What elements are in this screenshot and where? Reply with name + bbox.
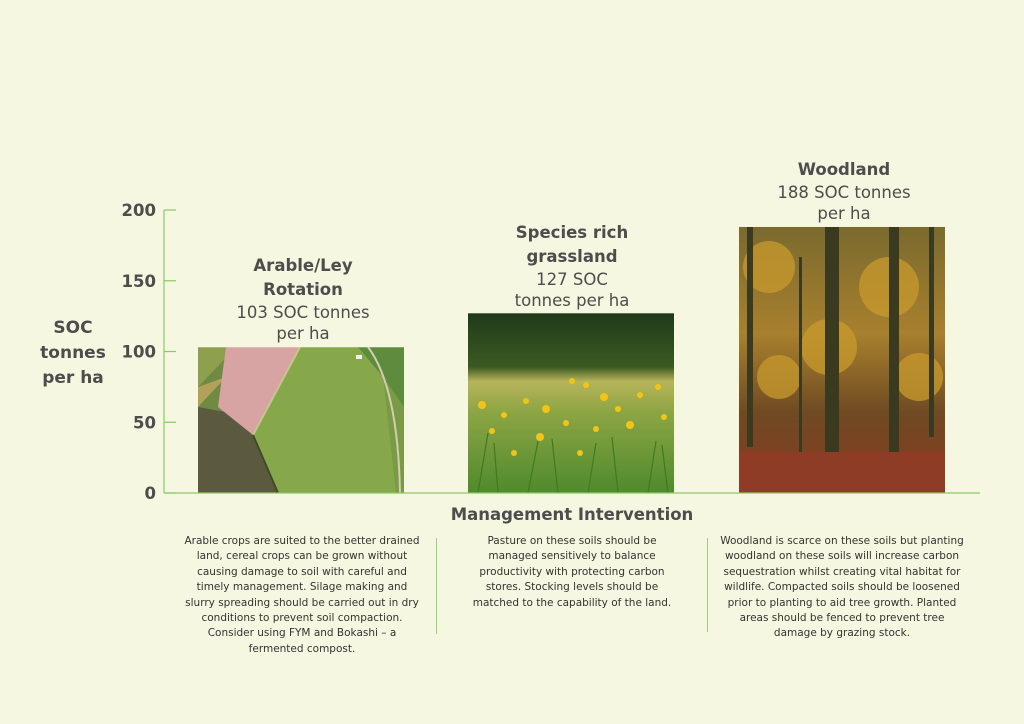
bar-title: Woodland [797, 160, 891, 179]
bar-title: Species rich grassland [515, 223, 629, 266]
bar [198, 347, 404, 493]
description-woodland: Woodland is scarce on these soils but planting woodland on these soils will increase carbon sequestration whilst creating vital habitat for wildlife. Compacted soils should be loosened prior to planting to aid tree growth. Planted areas should be fenced to prevent tree damage by grazing stock. [720, 535, 964, 640]
y-tick-label: 0 [144, 484, 156, 503]
bar-value-label: 188 SOC tonnes per ha [777, 183, 911, 223]
bar-title: Arable/Ley Rotation [253, 256, 353, 299]
description-divider [436, 538, 437, 634]
y-tick-label: 50 [133, 413, 156, 433]
bar-label-grassland [472, 221, 672, 311]
description-grassland: Pasture on these soils should be managed sensitively to balance productivity with protecting carbon stores. Stocking levels should be matched to the capability of the land. [472, 535, 672, 609]
bar-value-label: 127 SOC tonnes per ha [514, 270, 630, 310]
y-tick-label: 150 [121, 271, 156, 291]
y-tick-label: 100 [121, 342, 156, 362]
bar [739, 227, 945, 493]
description-divider [707, 538, 708, 632]
bar-label-arable [203, 254, 403, 344]
bar [468, 313, 674, 493]
bar-value-label: 103 SOC tonnes per ha [236, 303, 370, 343]
y-tick-label: 200 [121, 201, 156, 220]
x-axis-label: Management Intervention [450, 505, 694, 524]
description-arable: Arable crops are suited to the better drained land, cereal crops can be grown without causing damage to soil with careful and timely management. Silage making and slurry spreading should be carried out in dry conditions to prevent soil compaction. Consider using FYM and Bokashi – a fermented compost. [184, 535, 420, 655]
bar-label-woodland [744, 158, 944, 224]
y-axis-label: SOC tonnes per ha [40, 318, 106, 388]
